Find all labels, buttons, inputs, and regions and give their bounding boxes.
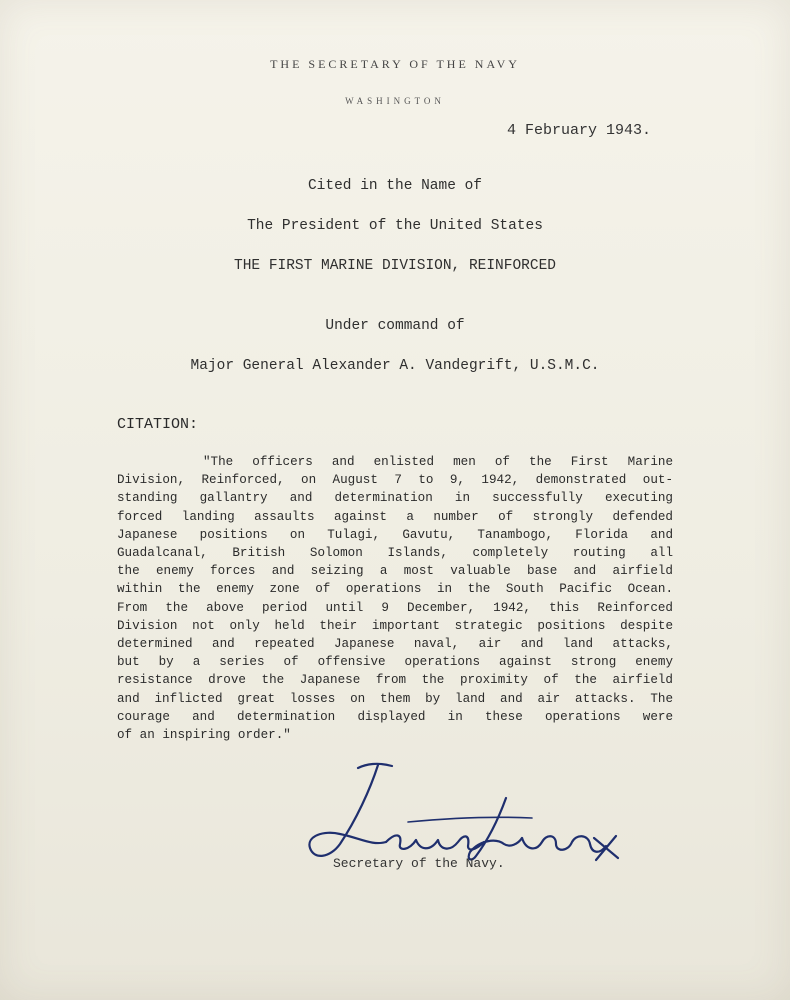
citation-line: within the enemy zone of operations in the South Pacific Ocean. [117, 582, 673, 597]
letterhead-title: THE SECRETARY OF THE NAVY [270, 57, 520, 71]
citation-line: Division not only held their important strategic positions despite [117, 618, 673, 633]
citation-line: standing gallantry and determination in successfully executing [117, 491, 673, 506]
citation-line: courage and determination displayed in these operations were [117, 709, 673, 724]
citation-line: the enemy forces and seizing a most valuable base and airfield [117, 564, 673, 579]
citation-line: Japanese positions on Tulagi, Gavutu, Tanambogo, Florida and [117, 527, 673, 542]
citation-line: and inflicted great losses on them by land and air attacks. The [117, 691, 673, 706]
citation-line: resistance drove the Japanese from the proximity of the airfield [117, 673, 673, 688]
citation-line: Division, Reinforced, on August 7 to 9, 1942, demonstrated out- [117, 473, 673, 488]
president-line: The President of the United States [247, 218, 543, 234]
citation-line: "The officers and enlisted men of the First Marine [203, 455, 673, 469]
citation-line: Guadalcanal, British Solomon Islands, completely routing all [117, 546, 673, 561]
unit-line: THE FIRST MARINE DIVISION, REINFORCED [234, 258, 556, 274]
citation-line: of an inspiring order." [117, 728, 291, 743]
commander-line: Major General Alexander A. Vandegrift, U.S.M.C. [190, 358, 600, 374]
citation-label: CITATION: [117, 416, 199, 433]
citation-line: determined and repeated Japanese naval, air and land attacks, [117, 637, 673, 652]
letterhead-city: WASHINGTON [345, 96, 445, 106]
citation-line: From the above period until 9 December, 1942, this Reinforced [117, 600, 673, 615]
citation-text [117, 453, 673, 744]
document-date: 4 February 1943. [507, 122, 652, 139]
cited-line: Cited in the Name of [307, 178, 483, 194]
citation-line: but by a series of offensive operations against strong enemy [117, 655, 673, 670]
citation-line: forced landing assaults against a number of strongly defended [117, 509, 673, 524]
signatory-title: Secretary of the Navy. [333, 856, 505, 871]
command-line: Under command of [325, 318, 465, 334]
